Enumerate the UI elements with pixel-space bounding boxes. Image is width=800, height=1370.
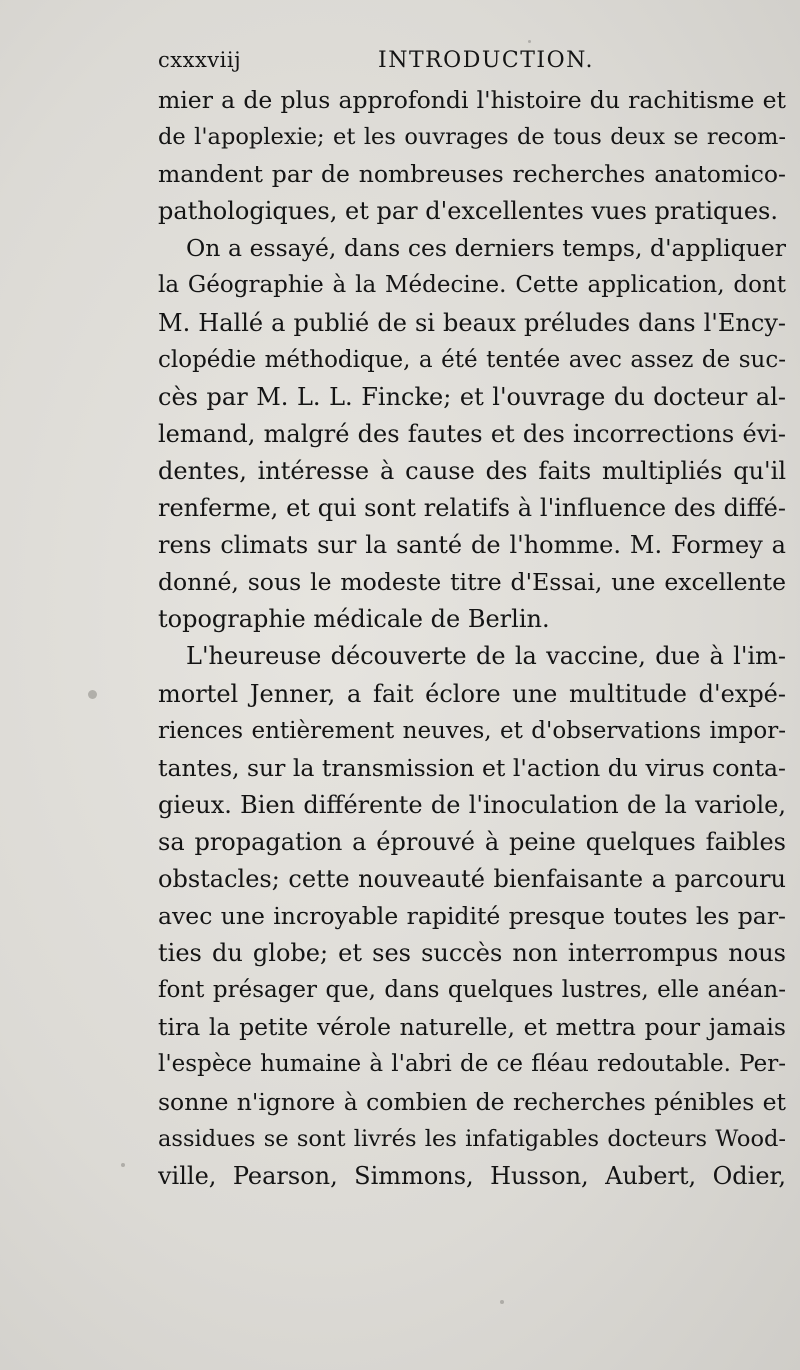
text-line: M. Hallé a publié de si beaux préludes dans l'Ency- bbox=[158, 308, 786, 337]
text-line: obstacles; cette nouveauté bienfaisante a parcouru bbox=[158, 864, 786, 893]
text-line: On a essayé, dans ces derniers temps, d'appliquer bbox=[186, 234, 786, 263]
text-line: pathologiques, et par d'excellentes vues pratiques. bbox=[158, 197, 778, 226]
text-line: font présager que, dans quelques lustres, elle anéan- bbox=[158, 977, 786, 1004]
text-line: sa propagation a éprouvé à peine quelques faibles bbox=[158, 827, 786, 856]
text-line: dentes, intéresse à cause des faits multipliés qu'il bbox=[158, 456, 786, 485]
text-line: l'espèce humaine à l'abri de ce fléau redoutable. Per- bbox=[158, 1051, 786, 1078]
running-head bbox=[158, 48, 778, 80]
paper-speck bbox=[528, 40, 531, 43]
text-line: topographie médicale de Berlin. bbox=[158, 605, 550, 634]
text-line: ville, Pearson, Simmons, Husson, Aubert, Odier, bbox=[158, 1161, 786, 1190]
text-line: rens climats sur la santé de l'homme. M. Formey a bbox=[158, 531, 786, 560]
paper-speck bbox=[121, 1163, 125, 1167]
running-title: INTRODUCTION. bbox=[378, 48, 594, 73]
text-line: avec une incroyable rapidité presque toutes les par- bbox=[158, 902, 786, 931]
text-line: ties du globe; et ses succès non interrompus nous bbox=[158, 939, 786, 968]
text-line: tantes, sur la transmission et l'action du virus conta- bbox=[158, 753, 786, 782]
text-line: mier a de plus approfondi l'histoire du rachitisme et bbox=[158, 86, 786, 114]
text-line: donné, sous le modeste titre d'Essai, une excellente bbox=[158, 568, 786, 597]
text-line: assidues se sont livrés les infatigables docteurs Wood- bbox=[158, 1125, 786, 1152]
text-line: de l'apoplexie; et les ouvrages de tous deux se recom- bbox=[158, 124, 786, 151]
text-line: L'heureuse découverte de la vaccine, due à l'im- bbox=[186, 642, 786, 671]
text-line: clopédie méthodique, a été tentée avec assez de suc- bbox=[158, 346, 786, 373]
paper-speck bbox=[88, 690, 97, 699]
text-line: la Géographie à la Médecine. Cette application, dont bbox=[158, 272, 786, 299]
text-line: cès par M. L. L. Fincke; et l'ouvrage du docteur al- bbox=[158, 382, 786, 411]
text-line: renferme, et qui sont relatifs à l'influence des diffé- bbox=[158, 494, 786, 523]
paper-speck bbox=[500, 1300, 504, 1304]
body-text bbox=[158, 82, 786, 1195]
text-line: tira la petite vérole naturelle, et mettra pour jamais bbox=[158, 1013, 786, 1042]
text-line: gieux. Bien différente de l'inoculation de la variole, bbox=[158, 790, 786, 819]
text-line: lemand, malgré des fautes et des incorrections évi- bbox=[158, 419, 786, 448]
text-line: riences entièrement neuves, et d'observations impor- bbox=[158, 717, 786, 744]
text-line: mandent par de nombreuses recherches anatomico- bbox=[158, 160, 786, 189]
text-line: mortel Jenner, a fait éclore une multitude d'expé- bbox=[158, 679, 786, 708]
text-line: sonne n'ignore à combien de recherches pénibles et bbox=[158, 1087, 786, 1116]
page-number: cxxxviij bbox=[158, 48, 242, 72]
